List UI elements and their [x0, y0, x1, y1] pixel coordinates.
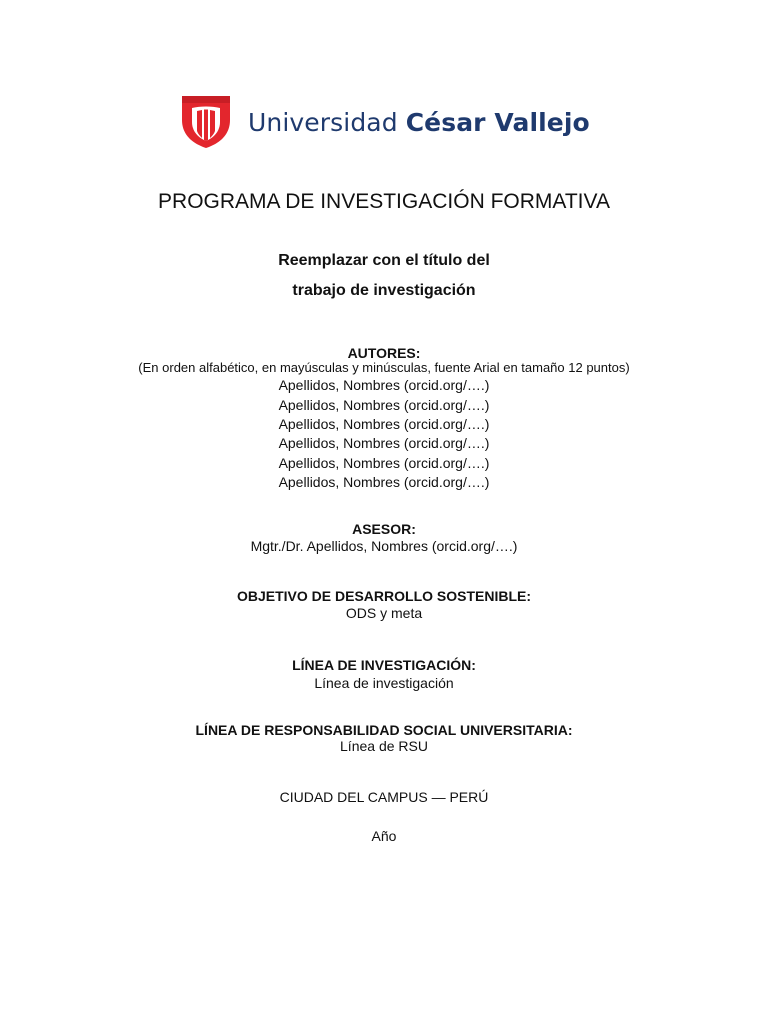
advisor-heading: ASESOR:	[352, 521, 416, 537]
research-line-value: Línea de investigación	[314, 675, 454, 691]
program-heading: PROGRAMA DE INVESTIGACIÓN FORMATIVA	[158, 190, 610, 213]
work-title-line-1: Reemplazar con el título del	[278, 252, 490, 269]
rsu-line-value: Línea de RSU	[340, 738, 428, 754]
author-entry: Apellidos, Nombres (orcid.org/….)	[278, 397, 490, 413]
university-name-regular: Universidad	[248, 107, 406, 137]
author-entry: Apellidos, Nombres (orcid.org/….)	[278, 455, 490, 471]
rsu-line-heading: LÍNEA DE RESPONSABILIDAD SOCIAL UNIVERSITARIA:	[195, 722, 573, 738]
author-entry: Apellidos, Nombres (orcid.org/….)	[278, 474, 490, 490]
university-name	[248, 107, 590, 137]
author-entry: Apellidos, Nombres (orcid.org/….)	[278, 416, 490, 432]
university-logo	[180, 94, 590, 150]
authors-note: (En orden alfabético, en mayúsculas y minúsculas, fuente Arial en tamaño 12 puntos)	[138, 360, 630, 375]
author-entry: Apellidos, Nombres (orcid.org/….)	[278, 435, 490, 451]
authors-heading: AUTORES:	[347, 345, 421, 361]
ods-value: ODS y meta	[345, 605, 423, 621]
author-entry: Apellidos, Nombres (orcid.org/….)	[278, 377, 490, 393]
advisor-name: Mgtr./Dr. Apellidos, Nombres (orcid.org/….)	[250, 538, 518, 554]
ods-heading: OBJETIVO DE DESARROLLO SOSTENIBLE:	[236, 588, 532, 604]
work-title-line-2: trabajo de investigación	[292, 282, 476, 299]
year: Año	[371, 828, 397, 844]
research-line-heading: LÍNEA DE INVESTIGACIÓN:	[292, 657, 476, 673]
university-shield-icon	[180, 94, 232, 150]
city-country: CIUDAD DEL CAMPUS — PERÚ	[279, 789, 489, 805]
university-name-bold: César Vallejo	[405, 107, 590, 137]
